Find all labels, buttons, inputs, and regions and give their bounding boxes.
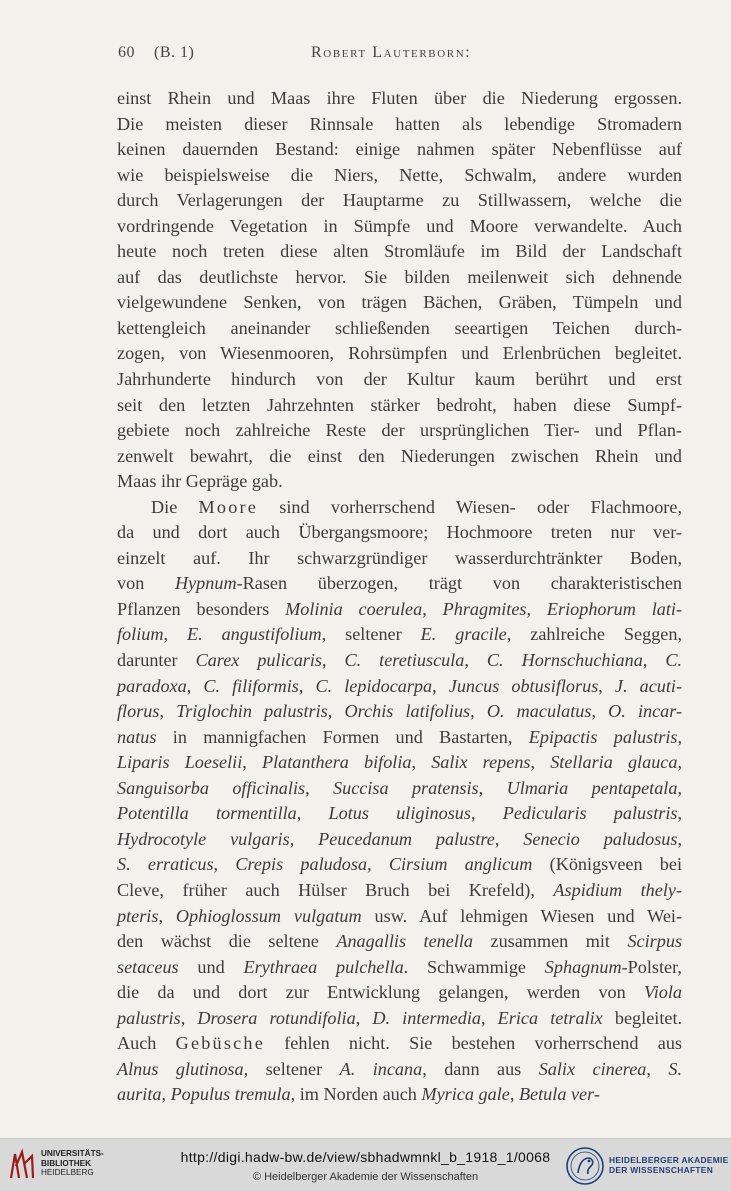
library-line-2: BIBLIOTHEK — [41, 1158, 92, 1168]
text-line: darunter Carex pulicaris, C. teretiuscula, C. Hornschuchiana, C. — [117, 650, 683, 671]
text-line: durch Verlagerungen der Hauptarme zu Stillwassern, welche die — [117, 190, 682, 211]
copyright-notice: © Heidelberger Akademie der Wissenschaften — [252, 1171, 479, 1183]
academy-line-1: HEIDELBERGER AKADEMIE — [609, 1155, 729, 1165]
page-number: 60 — [118, 44, 135, 61]
text-line: gebiete noch zahlreiche Reste der ursprünglichen Tier- und Pflan- — [117, 420, 682, 441]
text-line: keinen dauernden Bestand: einige nahmen später Nebenflüsse auf — [117, 139, 682, 160]
text-line: Potentilla tormentilla, Lotus uliginosus, Pedicularis palustris, — [117, 803, 683, 824]
text-line: zogen, von Wiesenmooren, Rohrsümpfen und Erlenbrüchen begleitet. — [117, 343, 682, 364]
text-line: S. erraticus, Crepis paludosa, Cirsium anglicum (Königsveen bei — [117, 854, 683, 875]
text-line: heute noch treten diese alten Stromläufe im Bild der Landschaft — [117, 241, 682, 262]
text-line: Cleve, früher auch Hülser Bruch bei Krefeld), Aspidium thely- — [117, 879, 682, 900]
text-line: Hydrocotyle vulgaris, Peucedanum palustre, Senecio paludosus, — [117, 828, 683, 849]
text-line: Pflanzen besonders Molinia coerulea, Phragmites, Eriophorum lati- — [117, 598, 683, 619]
library-line-1: UNIVERSITÄTS- — [41, 1149, 104, 1158]
text-line: Liparis Loeselii, Platanthera bifolia, Salix repens, Stellaria glauca, — [117, 752, 683, 773]
text-line: von Hypnum-Rasen überzogen, trägt von charakteristischen — [117, 573, 683, 594]
text-line: Auch Gebüsche fehlen nicht. Sie bestehen vorherrschend aus — [117, 1033, 682, 1054]
text-line: die da und dort zur Entwicklung gelangen, werden von Viola — [117, 982, 682, 1003]
text-line: Die meisten dieser Rinnsale hatten als lebendige Stromadern — [117, 113, 682, 134]
text-line: natus in mannigfachen Formen und Bastarten, Epipactis palustris, — [117, 726, 682, 747]
body-text — [117, 86, 682, 1108]
text-line: seit den letzten Jahrzehnten stärker bedroht, haben diese Sumpf- — [117, 394, 682, 415]
text-line: folium, E. angustifolium, seltener E. gracile, zahlreiche Seggen, — [117, 624, 683, 645]
library-line-3: HEIDELBERG — [41, 1168, 94, 1177]
text-line: zenwelt bewahrt, die einst den Niederungen zwischen Rhein und — [117, 445, 682, 466]
text-line: den wächst die seltene Anagallis tenella zusammen mit Scirpus — [117, 931, 683, 952]
section-label: (B. 1) — [154, 44, 195, 61]
text-line: kettengleich aneinander schließenden seeartigen Teichen durch- — [117, 317, 682, 338]
text-line: wie beispielsweise die Niers, Nette, Schwalm, andere wurden — [117, 164, 682, 185]
text-line: vordringende Vegetation in Sümpfe und Moore verwandelte. Auch — [117, 215, 682, 236]
text-line: Jahrhunderte hindurch von der Kultur kaum berührt und erst — [117, 369, 682, 390]
text-line: paradoxa, C. filiformis, C. lepidocarpa, Juncus obtusiflorus, J. acuti- — [117, 675, 683, 696]
text-line: Alnus glutinosa, seltener A. incana, dann aus Salix cinerea, S. — [117, 1058, 682, 1079]
text-line: palustris, Drosera rotundifolia, D. intermedia, Erica tetralix begleitet. — [117, 1007, 683, 1028]
text-line: florus, Triglochin palustris, Orchis latifolius, O. maculatus, O. incar- — [117, 701, 683, 722]
text-line: Sanguisorba officinalis, Succisa pratensis, Ulmaria pentapetala, — [117, 777, 682, 798]
permalink-url[interactable]: http://digi.hadw-bw.de/view/sbhadwmnkl_b_1918_1/0068 — [180, 1149, 551, 1165]
text-line: auf das deutlichste hervor. Sie bilden meilenweit sich dehnende — [117, 266, 682, 287]
text-line: aurita, Populus tremula, im Norden auch Myrica gale, Betula ver- — [117, 1084, 600, 1105]
running-title: Robert Lauterborn: — [311, 44, 472, 61]
text-line: einst Rhein und Maas ihre Fluten über die Niederung ergossen. — [117, 88, 682, 108]
text-line: pteris, Ophioglossum vulgatum usw. Auf lehmigen Wiesen und Wei- — [117, 905, 683, 926]
text-line: da und dort auch Übergangsmoore; Hochmoore treten nur ver- — [117, 522, 682, 543]
footer-bar — [0, 1138, 731, 1191]
text-line: Maas ihr Gepräge gab. — [117, 471, 283, 492]
text-line: Die Moore sind vorherrschend Wiesen- oder Flachmoore, — [151, 496, 682, 517]
academy-name[interactable] — [609, 1155, 729, 1175]
text-line: setaceus und Erythraea pulchella. Schwammige Sphagnum-Polster, — [117, 956, 682, 977]
academy-seal-icon[interactable] — [565, 1146, 605, 1186]
text-line: vielgewundene Senken, von trägen Bächen, Gräben, Tümpeln und — [117, 292, 682, 313]
academy-line-2: DER WISSENSCHAFTEN — [609, 1165, 714, 1175]
text-line: einzelt auf. Ihr schwarzgründiger wasserdurchtränkter Boden, — [117, 547, 682, 568]
